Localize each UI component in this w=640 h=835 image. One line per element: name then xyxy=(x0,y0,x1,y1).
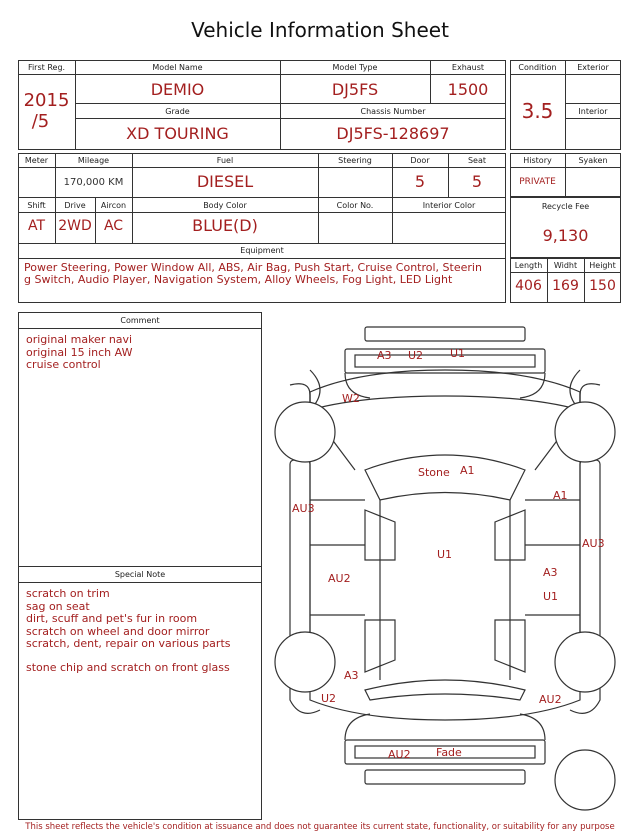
body-color-label: Body Color xyxy=(203,201,247,210)
width-value: 169 xyxy=(552,278,579,294)
fuel-label: Fuel xyxy=(216,156,234,165)
exhaust-value: 1500 xyxy=(447,80,489,99)
comment-line-1: original maker navi xyxy=(26,333,133,346)
recycle-fee-value: 9,130 xyxy=(542,226,589,245)
drive-value: 2WD xyxy=(58,218,92,234)
damage-rear-au2: AU2 xyxy=(388,748,411,761)
aircon-value: AC xyxy=(103,218,124,234)
model-name-label: Model Name xyxy=(152,63,203,72)
steering-label: Steering xyxy=(338,156,372,165)
meter-label: Meter xyxy=(24,156,49,165)
damage-front-a3: A3 xyxy=(377,349,392,362)
interior-label: Interior xyxy=(578,107,608,116)
damage-front-u1: U1 xyxy=(450,347,466,360)
model-type-value: DJ5FS xyxy=(331,80,379,99)
damage-roof-u1: U1 xyxy=(437,548,453,561)
syaken-label: Syaken xyxy=(578,156,608,165)
condition-label: Condition xyxy=(518,63,557,72)
seat-label: Seat xyxy=(467,156,487,165)
seat-value: 5 xyxy=(471,172,483,191)
first-reg-year: 2015 xyxy=(23,90,70,111)
damage-glass-a1: A1 xyxy=(460,464,475,477)
shift-value: AT xyxy=(27,218,46,234)
damage-right-a1: A1 xyxy=(553,489,568,502)
first-reg-month: /5 xyxy=(31,111,50,132)
equipment-line-2: g Switch, Audio Player, Navigation System, Alloy Wheels, Fog Light, LED Light xyxy=(24,273,453,286)
fuel-value: DIESEL xyxy=(196,172,254,191)
disclaimer-footer: This sheet reflects the vehicle's condition at issuance and does not guarantee its current state, functionality, or suitability for any purpose xyxy=(25,822,615,832)
height-label: Height xyxy=(589,261,616,270)
comment-line-3: cruise control xyxy=(26,358,101,371)
model-name-value: DEMIO xyxy=(150,80,205,99)
damage-stone: Stone xyxy=(418,466,450,479)
door-label: Door xyxy=(410,156,430,165)
page-title: Vehicle Information Sheet xyxy=(191,18,449,42)
grade-value: XD TOURING xyxy=(126,124,229,143)
history-label: History xyxy=(523,156,552,165)
exterior-label: Exterior xyxy=(577,63,609,72)
first-reg-label: First Reg. xyxy=(27,63,66,72)
special-note-label: Special Note xyxy=(114,570,166,579)
history-value: PRIVATE xyxy=(519,177,556,187)
comment-line-2: original 15 inch AW xyxy=(26,345,133,359)
length-value: 406 xyxy=(515,278,542,294)
height-value: 150 xyxy=(589,278,616,294)
damage-left-a3: A3 xyxy=(344,669,359,682)
damage-front-u2: U2 xyxy=(408,349,424,362)
damage-rear-fade: Fade xyxy=(436,746,462,759)
damage-right-a3: A3 xyxy=(543,566,558,579)
damage-left-au2: AU2 xyxy=(328,572,351,585)
model-type-label: Model Type xyxy=(332,63,378,72)
damage-left-au3: AU3 xyxy=(292,502,315,515)
damage-right-au3: AU3 xyxy=(582,537,605,550)
special-note-line-5: scratch, dent, repair on various parts xyxy=(26,637,231,650)
condition-value: 3.5 xyxy=(521,99,554,123)
width-label: Widht xyxy=(553,261,578,270)
special-note-line-4: scratch on wheel and door mirror xyxy=(26,624,210,638)
grade-label: Grade xyxy=(165,107,190,116)
special-note-line-1: scratch on trim xyxy=(26,587,110,600)
aircon-label: Aircon xyxy=(100,201,127,210)
chassis-label: Chassis Number xyxy=(360,107,426,116)
shift-label: Shift xyxy=(27,201,46,210)
equipment-label: Equipment xyxy=(240,246,284,255)
damage-right-u1: U1 xyxy=(543,590,559,603)
mileage-label: Mileage xyxy=(77,156,110,165)
car-damage-diagram xyxy=(265,318,625,820)
equipment-line-1: Power Steering, Power Window All, ABS, Air Bag, Push Start, Cruise Control, Steerin xyxy=(24,261,482,274)
door-value: 5 xyxy=(414,172,426,191)
drive-label: Drive xyxy=(64,201,86,210)
color-no-label: Color No. xyxy=(336,201,374,210)
chassis-value: DJ5FS-128697 xyxy=(336,124,450,143)
interior-color-label: Interior Color xyxy=(422,201,476,210)
damage-left-u2: U2 xyxy=(321,692,337,705)
special-note-line-7: stone chip and scratch on front glass xyxy=(26,661,230,674)
exhaust-label: Exhaust xyxy=(451,63,485,72)
mileage-value: 170,000 KM xyxy=(63,177,124,188)
recycle-fee-label: Recycle Fee xyxy=(541,202,590,211)
special-note-line-3: dirt, scuff and pet's fur in room xyxy=(26,612,198,625)
special-note-line-2: sag on seat xyxy=(26,599,90,613)
damage-w2: W2 xyxy=(342,392,360,405)
damage-right-au2: AU2 xyxy=(539,693,562,706)
body-color-value: BLUE(D) xyxy=(192,216,258,235)
length-label: Length xyxy=(514,261,543,270)
comment-label: Comment xyxy=(120,316,160,325)
